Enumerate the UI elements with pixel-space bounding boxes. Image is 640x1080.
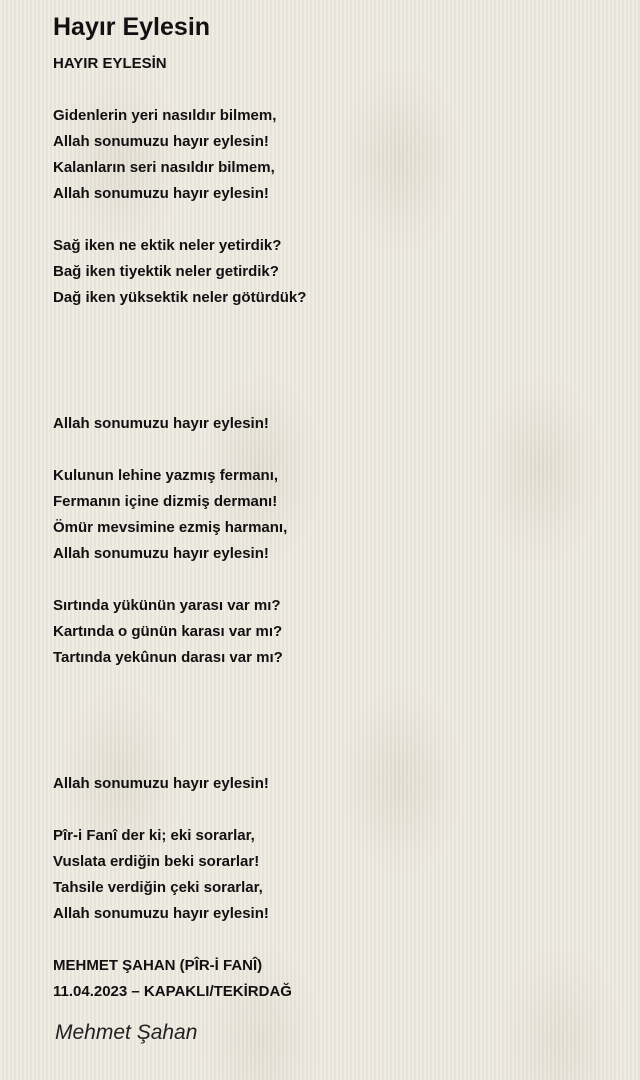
poem-date-place: 11.04.2023 – KAPAKLI/TEKİRDAĞ	[53, 983, 292, 1000]
poem-line: Bağ iken tiyektik neler getirdik?	[53, 263, 279, 280]
author-signature: Mehmet Şahan	[55, 1021, 198, 1044]
poem-line: Kartında o günün karası var mı?	[53, 623, 283, 640]
poem-line: Fermanın içine dizmiş dermanı!	[53, 493, 278, 510]
poem-subtitle: HAYIR EYLESİN	[53, 55, 167, 72]
poem-line: Ömür mevsimine ezmiş harmanı,	[53, 519, 288, 536]
poem-line: Allah sonumuzu hayır eylesin!	[53, 185, 269, 202]
poem-line: Tartında yekûnun darası var mı?	[53, 649, 283, 666]
poem-line: Kalanların seri nasıldır bilmem,	[53, 159, 275, 176]
poem-line: Allah sonumuzu hayır eylesin!	[53, 415, 269, 432]
poem-line: Tahsile verdiğin çeki sorarlar,	[53, 879, 263, 896]
poem-line: Allah sonumuzu hayır eylesin!	[53, 133, 269, 150]
poem-line: Sırtında yükünün yarası var mı?	[53, 597, 281, 614]
poem-line: Kulunun lehine yazmış fermanı,	[53, 467, 279, 484]
poem-line: Sağ iken ne ektik neler yetirdik?	[53, 237, 282, 254]
poem-author-line: MEHMET ŞAHAN (PÎR-İ FANÎ)	[53, 957, 263, 974]
poem-line: Vuslata erdiğin beki sorarlar!	[53, 853, 260, 870]
poem-line: Dağ iken yüksektik neler götürdük?	[53, 289, 307, 306]
poem-line: Allah sonumuzu hayır eylesin!	[53, 775, 269, 792]
poem-line: Gidenlerin yeri nasıldır bilmem,	[53, 107, 277, 124]
poem-line: Allah sonumuzu hayır eylesin!	[53, 905, 269, 922]
poem-line: Pîr-i Fanî der ki; eki sorarlar,	[53, 827, 255, 844]
poem-title: Hayır Eylesin	[53, 13, 211, 41]
poem-line: Allah sonumuzu hayır eylesin!	[53, 545, 269, 562]
